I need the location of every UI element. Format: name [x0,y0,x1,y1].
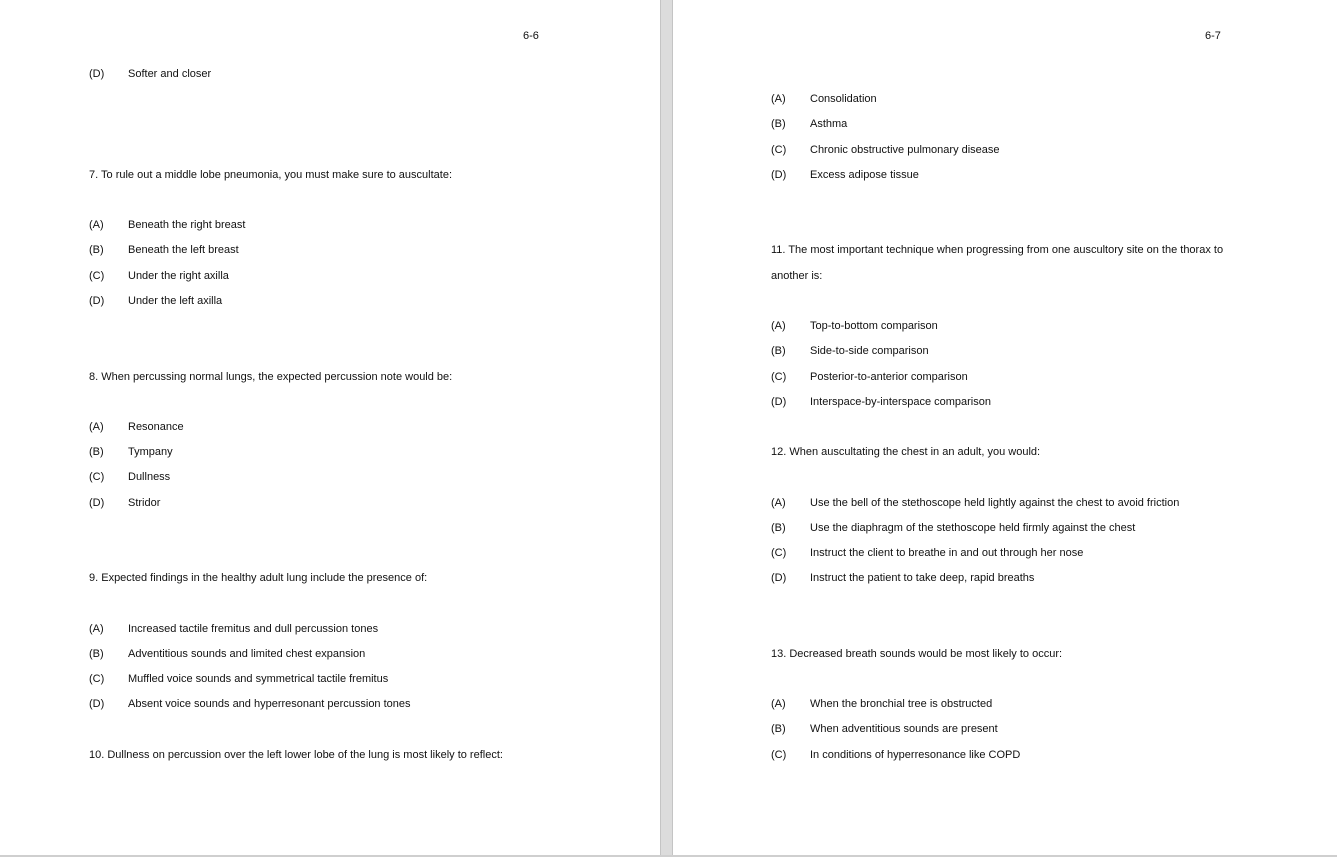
option-letter: (D) [771,572,787,584]
question-text: 10. Dullness on percussion over the left lower lobe of the lung is most likely to reflect: [89,749,503,761]
option-text: Under the left axilla [128,295,223,307]
option-text: Softer and closer [128,68,212,80]
page-number: 6-6 [523,30,539,42]
option-text: Instruct the client to breathe in and out through her nose [810,547,1084,559]
option-letter: (A) [89,623,104,635]
option-letter: (B) [89,648,104,660]
option-text: Beneath the right breast [128,219,246,231]
option-letter: (C) [89,471,105,483]
option-letter: (B) [771,118,786,130]
question-text: 12. When auscultating the chest in an adult, you would: [771,446,1041,458]
option-text: Dullness [128,471,171,483]
option-text: Tympany [128,446,173,458]
option-letter: (B) [89,244,104,256]
option-text: Under the right axilla [128,270,229,282]
option-text: When the bronchial tree is obstructed [810,698,993,710]
option-text: Top-to-bottom comparison [810,320,938,332]
option-text: Resonance [128,421,184,433]
option-text: Posterior-to-anterior comparison [810,371,968,383]
option-letter: (A) [771,497,786,509]
question-text: another is: [771,270,823,282]
option-letter: (C) [89,673,105,685]
option-letter: (C) [771,749,787,761]
option-letter: (B) [771,522,786,534]
option-text: Use the bell of the stethoscope held lightly against the chest to avoid friction [810,497,1180,509]
option-letter: (C) [771,547,787,559]
question-text: 13. Decreased breath sounds would be most likely to occur: [771,648,1063,660]
option-text: Muffled voice sounds and symmetrical tactile fremitus [128,673,389,685]
option-letter: (D) [89,295,105,307]
option-text: Excess adipose tissue [810,169,919,181]
option-letter: (D) [89,497,105,509]
question-text: 9. Expected findings in the healthy adult lung include the presence of: [89,572,428,584]
question-text: 7. To rule out a middle lobe pneumonia, you must make sure to auscultate: [89,169,453,181]
option-text: Consolidation [810,93,877,105]
option-letter: (D) [89,68,105,80]
option-text: When adventitious sounds are present [810,723,998,735]
option-text: In conditions of hyperresonance like COPD [810,749,1021,761]
option-letter: (A) [89,219,104,231]
option-letter: (A) [771,320,786,332]
option-text: Instruct the patient to take deep, rapid breaths [810,572,1035,584]
option-letter: (D) [771,169,787,181]
question-text: 11. The most important technique when progressing from one auscultory site on the thorax to [771,244,1224,256]
option-letter: (D) [771,396,787,408]
option-letter: (C) [771,144,787,156]
option-letter: (A) [771,698,786,710]
option-letter: (B) [771,345,786,357]
option-text: Increased tactile fremitus and dull percussion tones [128,623,379,635]
option-text: Absent voice sounds and hyperresonant percussion tones [128,698,411,710]
option-text: Side-to-side comparison [810,345,929,357]
page-6-6 [0,0,660,855]
page-number: 6-7 [1205,30,1221,42]
option-text: Stridor [128,497,161,509]
option-text: Use the diaphragm of the stethoscope held firmly against the chest [810,522,1136,534]
option-text: Chronic obstructive pulmonary disease [810,144,1000,156]
option-letter: (C) [89,270,105,282]
question-text: 8. When percussing normal lungs, the expected percussion note would be: [89,371,453,383]
page-gutter [660,0,673,857]
page-6-7 [673,0,1337,855]
option-text: Adventitious sounds and limited chest expansion [128,648,366,660]
option-letter: (C) [771,371,787,383]
option-text: Asthma [810,118,848,130]
option-letter: (A) [771,93,786,105]
option-text: Beneath the left breast [128,244,239,256]
option-letter: (B) [89,446,104,458]
option-letter: (A) [89,421,104,433]
option-letter: (D) [89,698,105,710]
option-text: Interspace-by-interspace comparison [810,396,991,408]
option-letter: (B) [771,723,786,735]
